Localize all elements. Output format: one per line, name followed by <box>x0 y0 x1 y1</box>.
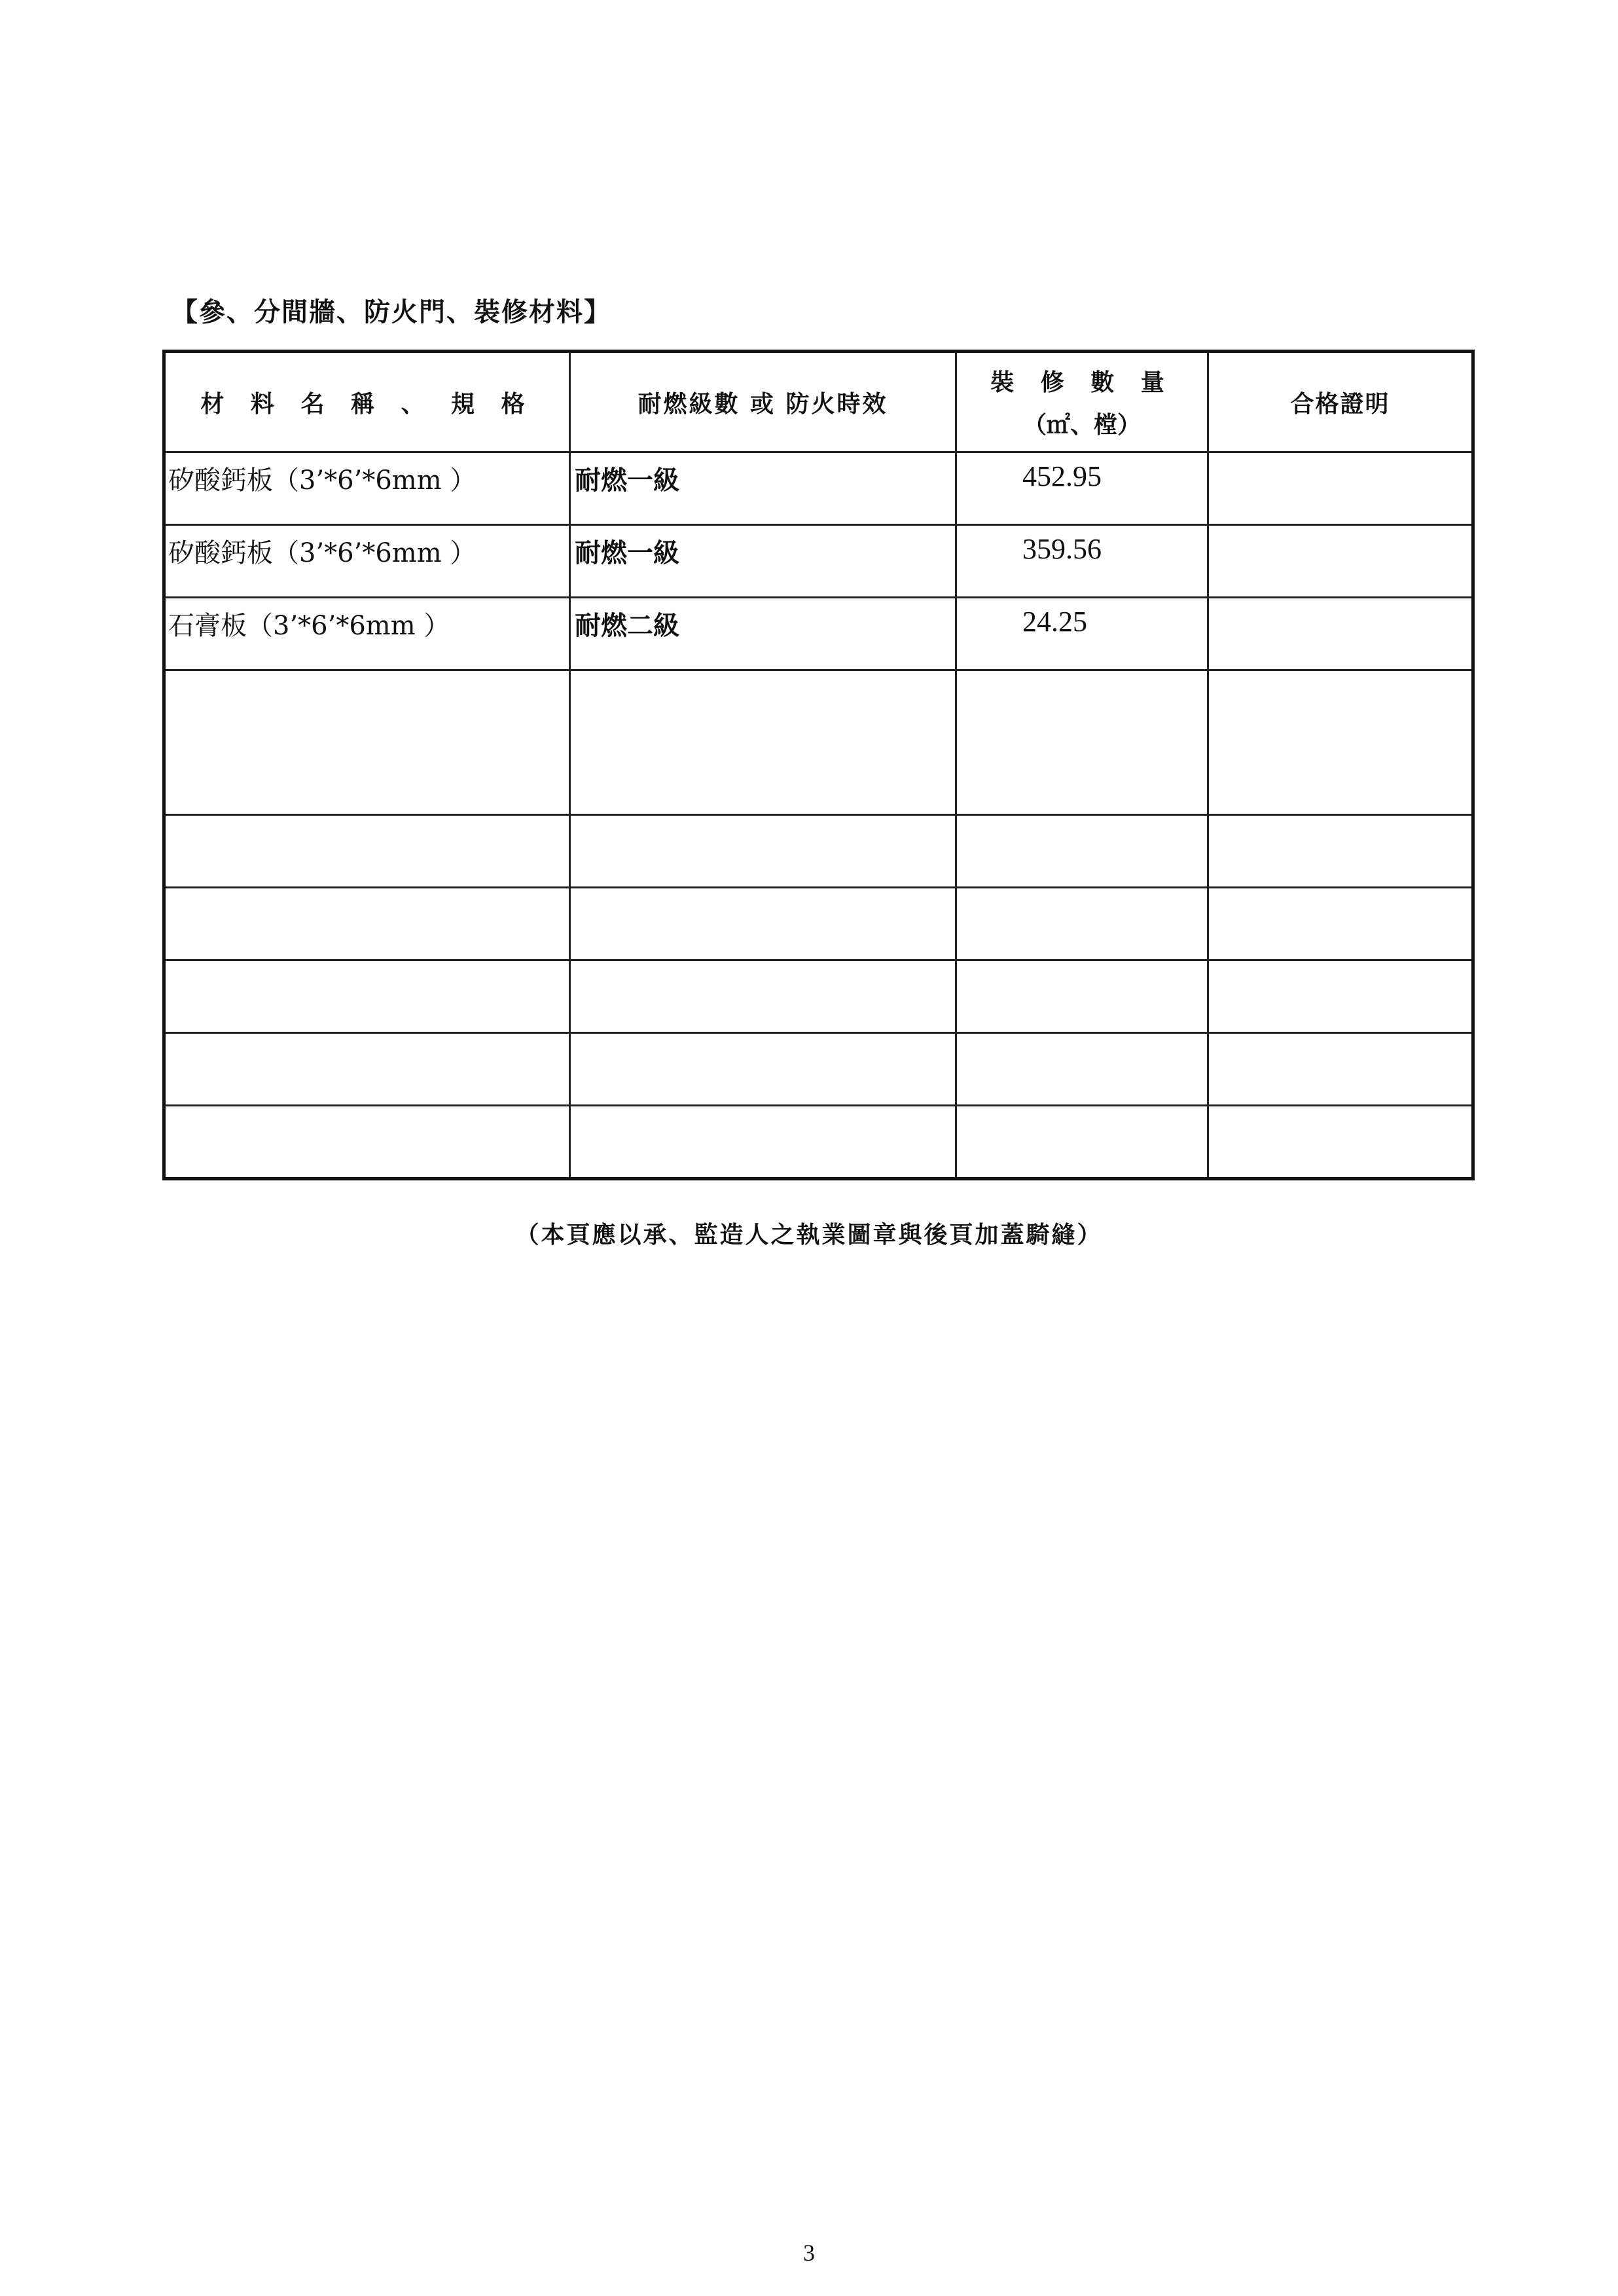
material-name-cell: 矽酸鈣板（3’*6’*6mm ） <box>164 525 570 598</box>
header-material-name-label: 材 料 名 稱 、 規 格 <box>200 390 534 418</box>
quantity-cell: 452.95 <box>956 452 1208 525</box>
header-certificate <box>1208 352 1473 452</box>
quantity-cell <box>956 960 1208 1033</box>
header-material-name <box>164 352 570 452</box>
fire-rating-cell <box>570 670 956 815</box>
quantity-cell <box>956 1033 1208 1106</box>
table-row <box>164 598 1473 670</box>
header-quantity <box>956 352 1208 452</box>
fire-rating-cell <box>570 1106 956 1179</box>
quantity-cell <box>956 888 1208 960</box>
certificate-cell <box>1208 815 1473 888</box>
certificate-cell <box>1208 452 1473 525</box>
table-row <box>164 1106 1473 1179</box>
section-title: 【參、分間牆、防火門、裝修材料】 <box>171 297 611 327</box>
page-number: 3 <box>803 2240 815 2266</box>
fire-rating-cell <box>570 1033 956 1106</box>
material-name-cell <box>164 1106 570 1179</box>
quantity-cell <box>956 670 1208 815</box>
material-name-cell: 矽酸鈣板（3’*6’*6mm ） <box>164 452 570 525</box>
quantity-cell: 24.25 <box>956 598 1208 670</box>
fire-rating-cell <box>570 815 956 888</box>
fire-rating-cell: 耐燃二級 <box>570 598 956 670</box>
fire-rating-cell <box>570 960 956 1033</box>
table-row <box>164 888 1473 960</box>
footnote: （本頁應以承、監造人之執業圖章與後頁加蓋騎縫） <box>515 1221 1103 1248</box>
quantity-cell <box>956 815 1208 888</box>
table-header-row <box>164 352 1473 452</box>
header-fire-rating <box>570 352 956 452</box>
header-quantity-label: 裝 修 數 量 <box>990 369 1174 396</box>
certificate-cell <box>1208 960 1473 1033</box>
material-name-cell <box>164 815 570 888</box>
header-certificate-label: 合格證明 <box>1290 390 1390 418</box>
certificate-cell <box>1208 1106 1473 1179</box>
material-name-cell: 石膏板（3’*6’*6mm ） <box>164 598 570 670</box>
certificate-cell <box>1208 598 1473 670</box>
material-name-cell <box>164 888 570 960</box>
certificate-cell <box>1208 670 1473 815</box>
material-name-cell <box>164 670 570 815</box>
certificate-cell <box>1208 888 1473 960</box>
quantity-cell: 359.56 <box>956 525 1208 598</box>
materials-table <box>162 350 1475 1180</box>
material-name-cell <box>164 960 570 1033</box>
certificate-cell <box>1208 1033 1473 1106</box>
table-row <box>164 452 1473 525</box>
certificate-cell <box>1208 525 1473 598</box>
fire-rating-cell: 耐燃一級 <box>570 525 956 598</box>
header-fire-rating-label: 耐燃級數 或 防火時效 <box>638 390 888 418</box>
table-row <box>164 525 1473 598</box>
quantity-cell <box>956 1106 1208 1179</box>
table-row <box>164 1033 1473 1106</box>
header-quantity-unit: （㎡、樘） <box>1022 411 1141 439</box>
fire-rating-cell <box>570 888 956 960</box>
fire-rating-cell: 耐燃一級 <box>570 452 956 525</box>
table-row <box>164 960 1473 1033</box>
table-row <box>164 670 1473 815</box>
table-row <box>164 815 1473 888</box>
material-name-cell <box>164 1033 570 1106</box>
